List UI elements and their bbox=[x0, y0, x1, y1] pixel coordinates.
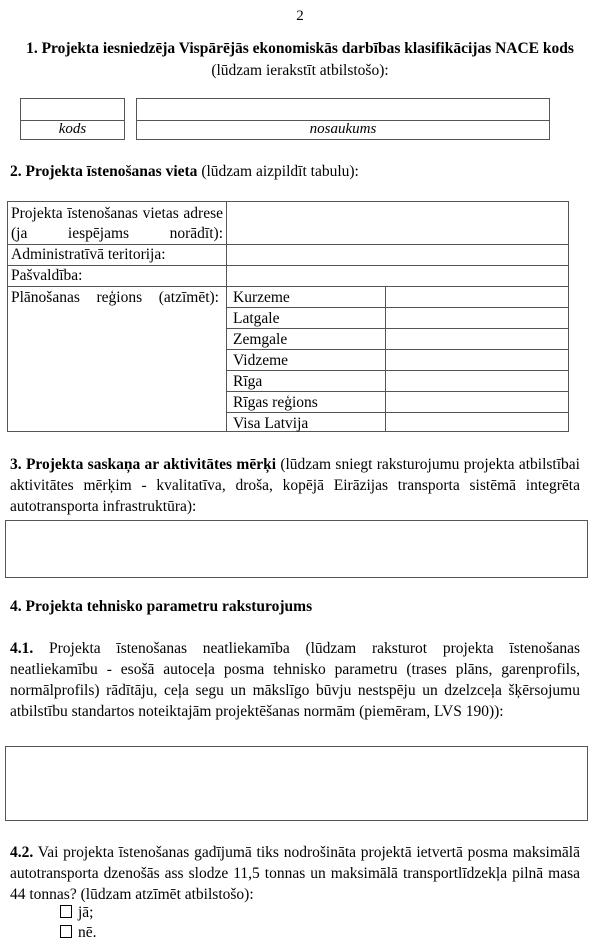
section4-title: 4. Projekta tehnisko parametru raksturojums bbox=[10, 598, 313, 615]
admin-territory-label: Administratīvā teritorija: bbox=[11, 246, 166, 263]
region-mark-cell[interactable] bbox=[386, 371, 568, 391]
section2-instruction: (lūdzam aizpildīt tabulu): bbox=[197, 163, 359, 180]
option-yes[interactable] bbox=[60, 904, 94, 922]
section1-heading bbox=[10, 38, 590, 82]
option-yes-label: jā; bbox=[78, 904, 94, 921]
region-mark-cell[interactable] bbox=[386, 329, 568, 349]
region-latgale: Latgale bbox=[233, 310, 280, 327]
region-mark-cell[interactable] bbox=[386, 350, 568, 370]
section2-title: 2. Projekta īstenošanas vieta bbox=[10, 163, 198, 180]
section3-paragraph bbox=[10, 454, 580, 517]
nace-code-caption: kods bbox=[58, 121, 87, 137]
planning-region-label: Plānošanas reģions (atzīmēt): bbox=[11, 289, 219, 306]
admin-territory-input[interactable] bbox=[227, 245, 568, 264]
section3-instruction: (lūdzam sniegt raksturojumu projekta atbilstībai aktivitātes mērķim - kvalitatīva, droša, kopējā Eirāzijas transporta sistēmā integrēta autotransporta infrastruktūra): bbox=[10, 456, 580, 515]
checkbox-yes[interactable] bbox=[60, 905, 72, 918]
page-number: 2 bbox=[296, 8, 304, 24]
region-mark-cell[interactable] bbox=[386, 308, 568, 328]
section42-paragraph bbox=[10, 842, 580, 905]
region-mark-cell[interactable] bbox=[386, 413, 568, 432]
section41-number: 4.1. bbox=[10, 640, 34, 657]
section41-paragraph bbox=[10, 638, 580, 722]
section1-instruction: (lūdzam ierakstīt atbilstošo): bbox=[211, 62, 389, 79]
region-visa-latvija: Visa Latvija bbox=[233, 415, 309, 432]
option-no-label: nē. bbox=[78, 924, 97, 941]
region-zemgale: Zemgale bbox=[233, 331, 288, 348]
municipality-input[interactable] bbox=[227, 266, 568, 285]
section2-heading bbox=[10, 163, 359, 181]
section1-title: 1. Projekta iesniedzēja Vispārējās ekonomiskās darbības klasifikācijas NACE kods bbox=[26, 40, 574, 57]
section42-number: 4.2. bbox=[10, 844, 34, 861]
address-input[interactable] bbox=[227, 202, 568, 243]
section41-text: Projekta īstenošanas neatliekamība (lūdzam raksturot projekta īstenošanas neatliekamību - esošā autoceļa posma tehnisko parametru (trases plāns, garenprofils, normālprofils) rādītāju, ceļa segu un mākslīgo būvju nestspēju un dzelzceļa šķērsojumu atbilstību standartos noteiktajām projektēšanas normām (piemēram, LVS 190)): bbox=[10, 640, 580, 720]
region-vidzeme: Vidzeme bbox=[233, 352, 289, 369]
region-mark-cell[interactable] bbox=[386, 287, 568, 307]
option-no[interactable] bbox=[60, 924, 97, 942]
section42-text: Vai projekta īstenošanas gadījumā tiks nodrošināta projektā ietvertā posma maksimālā autotransporta dzenošās ass slodze 11,5 tonnas un maksimālā transportlīdzekļa pilnā masa 44 tonnas? (lūdzam atzīmēt atbilstošo): bbox=[10, 844, 580, 903]
region-riga: Rīga bbox=[233, 373, 263, 390]
section3-title: 3. Projekta saskaņa ar aktivitātes mērķi bbox=[10, 456, 276, 473]
nace-name-caption: nosaukums bbox=[309, 121, 377, 137]
checkbox-no[interactable] bbox=[60, 925, 72, 938]
region-mark-cell[interactable] bbox=[386, 392, 568, 412]
region-kurzeme: Kurzeme bbox=[233, 289, 290, 306]
section3-answer-box[interactable] bbox=[5, 520, 588, 578]
address-label: Projekta īstenošanas vietas adrese (ja iespējams norādīt): bbox=[11, 205, 223, 242]
municipality-label: Pašvaldība: bbox=[11, 267, 83, 284]
section41-answer-box[interactable] bbox=[5, 746, 588, 821]
region-rigas-regions: Rīgas reģions bbox=[233, 394, 318, 411]
